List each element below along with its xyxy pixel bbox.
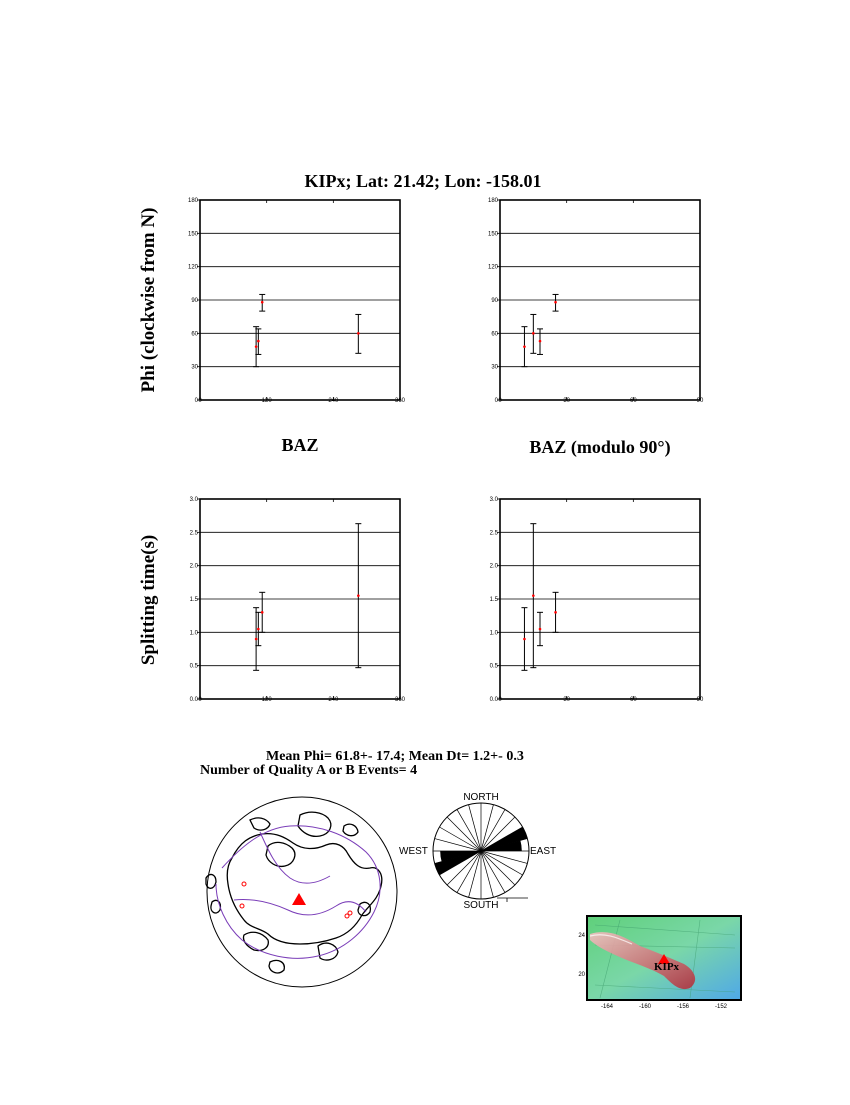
ytick-label: 180 <box>187 198 198 204</box>
xtick-label: 0 <box>498 398 502 404</box>
xtick-label: 90 <box>696 398 704 404</box>
ytick-label: 120 <box>187 264 198 271</box>
xlabel-baz: BAZ <box>281 435 319 455</box>
xtick-label: 90 <box>696 697 704 703</box>
data-point <box>357 332 360 335</box>
ytick-label: 60 <box>191 331 198 338</box>
ytick-label: 0 <box>194 398 198 404</box>
fast-axis-rose-diagram <box>399 792 556 911</box>
ytick-label: 30 <box>491 364 498 371</box>
ytick-label: 60 <box>491 331 498 338</box>
ytick-label: 2.0 <box>489 563 498 570</box>
data-point <box>261 301 264 304</box>
rose-label-west: WEST <box>399 846 428 857</box>
xtick-label: 120 <box>261 398 272 404</box>
ytick-label: 0 <box>494 398 498 404</box>
inset-xtick-164: -164 <box>600 1004 614 1010</box>
ytick-label: 2.5 <box>489 530 498 537</box>
chart-phi-vs-baz <box>188 198 406 404</box>
stats-count-line: Number of Quality A or B Events= 4 <box>200 763 418 778</box>
data-point <box>357 594 360 597</box>
chart-phi-vs-baz-mod90 <box>488 198 704 404</box>
ytick-label: 2.5 <box>189 530 198 537</box>
inset-xtick-160: -160 <box>638 1004 652 1010</box>
xtick-label: 0 <box>198 398 202 404</box>
inset-ytick-24: 24 <box>578 933 585 939</box>
rose-label-south: SOUTH <box>463 900 499 911</box>
data-point <box>554 611 557 614</box>
ytick-label: 0.0 <box>189 697 198 703</box>
ytick-label: 0.5 <box>189 663 198 670</box>
event-distribution-globe <box>206 797 397 987</box>
chart-dt-vs-baz <box>190 497 406 703</box>
xtick-label: 120 <box>261 697 272 703</box>
ylabel-phi: Phi (clockwise from N) <box>138 207 159 393</box>
data-point <box>539 340 542 343</box>
xtick-label: 0 <box>498 697 502 703</box>
ytick-label: 1.5 <box>189 597 198 603</box>
ytick-label: 90 <box>191 298 198 304</box>
data-point <box>257 340 260 343</box>
data-point <box>532 594 535 597</box>
xtick-label: 60 <box>629 398 637 404</box>
ytick-label: 1.0 <box>189 630 198 637</box>
regional-inset-map <box>578 916 741 1010</box>
xtick-label: 30 <box>563 398 571 404</box>
ylabel-splitting-time: Splitting time(s) <box>138 534 159 666</box>
ytick-label: 0.5 <box>489 663 498 670</box>
xtick-label: 240 <box>328 398 339 404</box>
stats-mean-line: Mean Phi= 61.8+- 17.4; Mean Dt= 1.2+- 0.3 <box>266 749 524 764</box>
xlabel-baz-mod90: BAZ (modulo 90°) <box>529 437 671 457</box>
ytick-label: 2.0 <box>189 563 198 570</box>
ytick-label: 30 <box>191 364 198 371</box>
ytick-label: 1.0 <box>489 630 498 637</box>
ytick-label: 3.0 <box>489 497 498 503</box>
xtick-label: 0 <box>198 697 202 703</box>
xtick-label: 30 <box>563 697 571 703</box>
chart-dt-vs-baz-mod90 <box>490 497 704 703</box>
data-point <box>523 345 526 348</box>
inset-station-label: KIPx <box>654 961 680 973</box>
ytick-label: 3.0 <box>189 497 198 503</box>
ytick-label: 180 <box>487 198 498 204</box>
rose-label-east: EAST <box>530 846 557 857</box>
ytick-label: 120 <box>487 264 498 271</box>
xtick-label: 60 <box>629 697 637 703</box>
xtick-label: 360 <box>394 697 406 703</box>
xtick-label: 360 <box>394 398 406 404</box>
ytick-label: 1.5 <box>489 597 498 603</box>
figure-title: KIPx; Lat: 21.42; Lon: -158.01 <box>304 171 542 191</box>
data-point <box>539 628 542 631</box>
ytick-label: 150 <box>187 231 198 238</box>
ytick-label: 150 <box>487 231 498 238</box>
data-point <box>255 638 258 641</box>
rose-label-north: NORTH <box>463 792 499 803</box>
data-point <box>523 638 526 641</box>
data-point <box>257 628 260 631</box>
data-point <box>532 332 535 335</box>
data-point <box>261 611 264 614</box>
inset-xtick-152: -152 <box>714 1004 728 1010</box>
data-point <box>255 345 258 348</box>
inset-xtick-156: -156 <box>676 1004 690 1010</box>
inset-ytick-20: 20 <box>578 972 585 978</box>
data-point <box>554 301 557 304</box>
xtick-label: 240 <box>328 697 339 703</box>
ytick-label: 90 <box>491 298 498 304</box>
ytick-label: 0.0 <box>489 697 498 703</box>
